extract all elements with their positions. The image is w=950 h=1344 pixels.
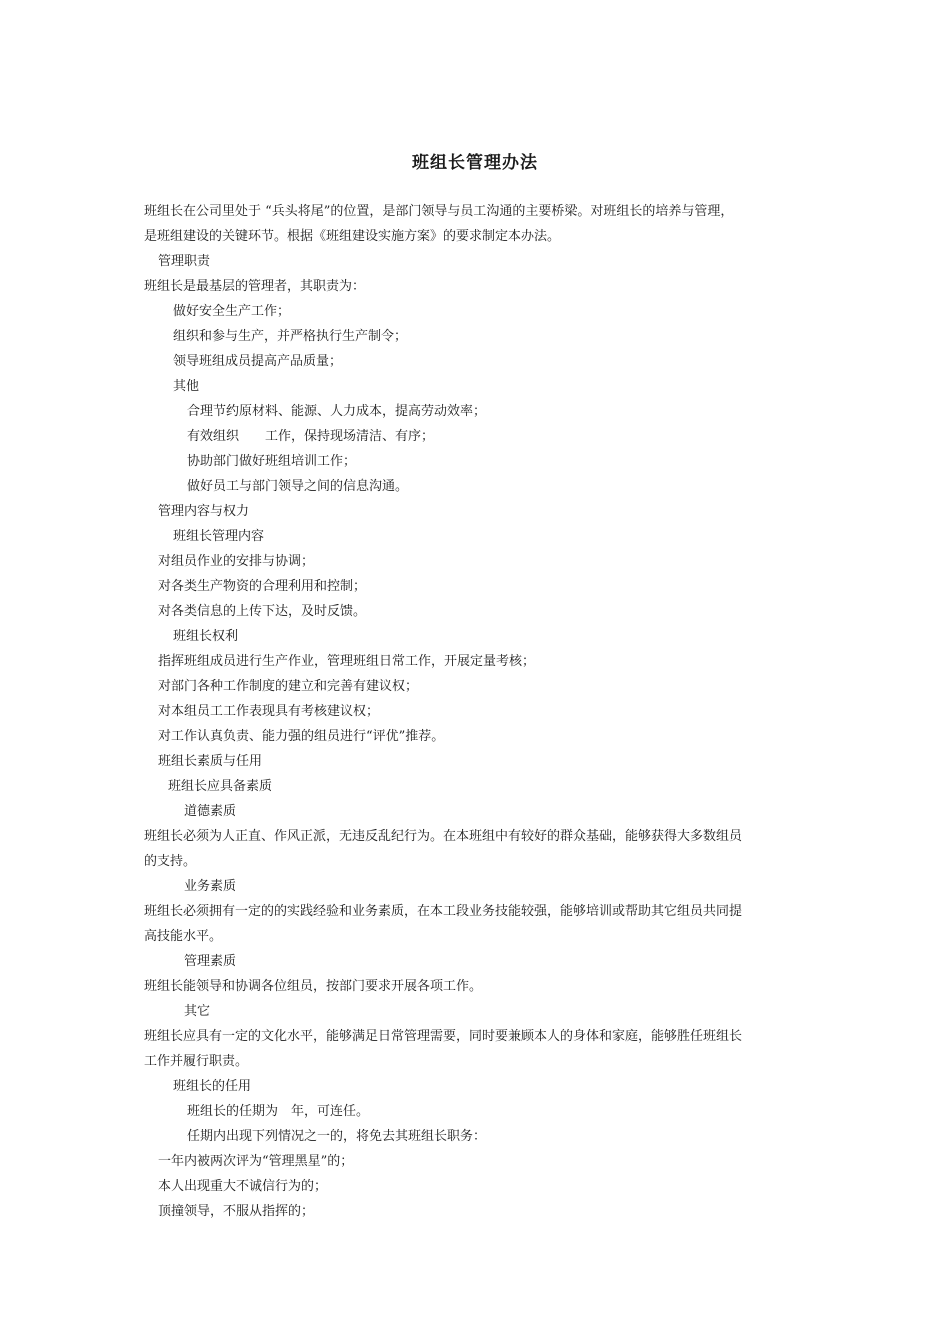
list-item: 领导班组成员提高产品质量； — [173, 354, 343, 369]
sub-subsection-heading: 其它 — [184, 1004, 211, 1019]
list-item: 对各类信息的上传下达，及时反馈。 — [158, 604, 367, 619]
sub-subsection-heading: 道德素质 — [184, 804, 237, 819]
section-heading: 管理职责 — [158, 254, 211, 269]
list-item: 对各类生产物资的合理利用和控制； — [158, 579, 367, 594]
document-title: 班组长管理办法 — [412, 153, 538, 173]
list-item: 对部门各种工作制度的建立和完善有建议权； — [158, 679, 419, 694]
sub-list-item: 合理节约原材料、能源、人力成本，提高劳动效率； — [187, 404, 487, 419]
subsection-heading: 班组长权利 — [173, 629, 239, 644]
paragraph-line: 工作并履行职责。 — [144, 1054, 249, 1069]
list-item: 其他 — [173, 379, 200, 394]
paragraph-line: 班组长应具有一定的文化水平，能够满足日常管理需要，同时要兼顾本人的身体和家庭，能够胜任班组长 — [144, 1029, 743, 1044]
paragraph-line: 的支持。 — [144, 854, 197, 869]
paragraph-line: 班组长必须拥有一定的的实践经验和业务素质，在本工段业务技能较强，能够培训或帮助其它组员共同提 — [144, 904, 743, 919]
paragraph-line: 班组长必须为人正直、作风正派，无违反乱纪行为。在本班组中有较好的群众基础，能够获得大多数组员 — [144, 829, 743, 844]
paragraph-line: 班组长在公司里处于 “兵头将尾”的位置，是部门领导与员工沟通的主要桥梁。对班组长的培养与管理， — [144, 204, 734, 219]
sub-subsection-heading: 管理素质 — [184, 954, 237, 969]
list-item: 对工作认真负责、能力强的组员进行“评优”推荐。 — [158, 729, 445, 744]
sub-list-item: 有效组织 工作，保持现场清洁、有序； — [187, 429, 435, 444]
subsection-heading: 班组长管理内容 — [173, 529, 265, 544]
paragraph-line: 班组长能领导和协调各位组员，按部门要求开展各项工作。 — [144, 979, 483, 994]
paragraph-line: 班组长是最基层的管理者，其职责为： — [144, 279, 366, 294]
sub-list-item: 本人出现重大不诚信行为的； — [158, 1179, 328, 1194]
subsection-heading: 班组长的任用 — [173, 1079, 252, 1094]
list-item: 对组员作业的安排与协调； — [158, 554, 315, 569]
sub-list-item: 一年内被两次评为“管理黑星”的； — [158, 1154, 354, 1169]
list-item: 做好安全生产工作； — [173, 304, 291, 319]
section-heading: 管理内容与权力 — [158, 504, 250, 519]
subsection-heading: 班组长应具备素质 — [168, 779, 273, 794]
list-item: 指挥班组成员进行生产作业，管理班组日常工作，开展定量考核； — [158, 654, 536, 669]
list-item: 班组长的任期为 年，可连任。 — [187, 1104, 370, 1119]
paragraph-line: 高技能水平。 — [144, 929, 223, 944]
list-item: 任期内出现下列情况之一的，将免去其班组长职务： — [187, 1129, 487, 1144]
section-heading: 班组长素质与任用 — [158, 754, 263, 769]
sub-list-item: 顶撞领导，不服从指挥的； — [158, 1204, 315, 1219]
list-item: 对本组员工工作表现具有考核建议权； — [158, 704, 380, 719]
sub-list-item: 做好员工与部门领导之间的信息沟通。 — [187, 479, 409, 494]
list-item: 组织和参与生产，并严格执行生产制令； — [173, 329, 408, 344]
sub-subsection-heading: 业务素质 — [184, 879, 237, 894]
sub-list-item: 协助部门做好班组培训工作； — [187, 454, 357, 469]
paragraph-line: 是班组建设的关键环节。根据《班组建设实施方案》的要求制定本办法。 — [144, 229, 561, 244]
